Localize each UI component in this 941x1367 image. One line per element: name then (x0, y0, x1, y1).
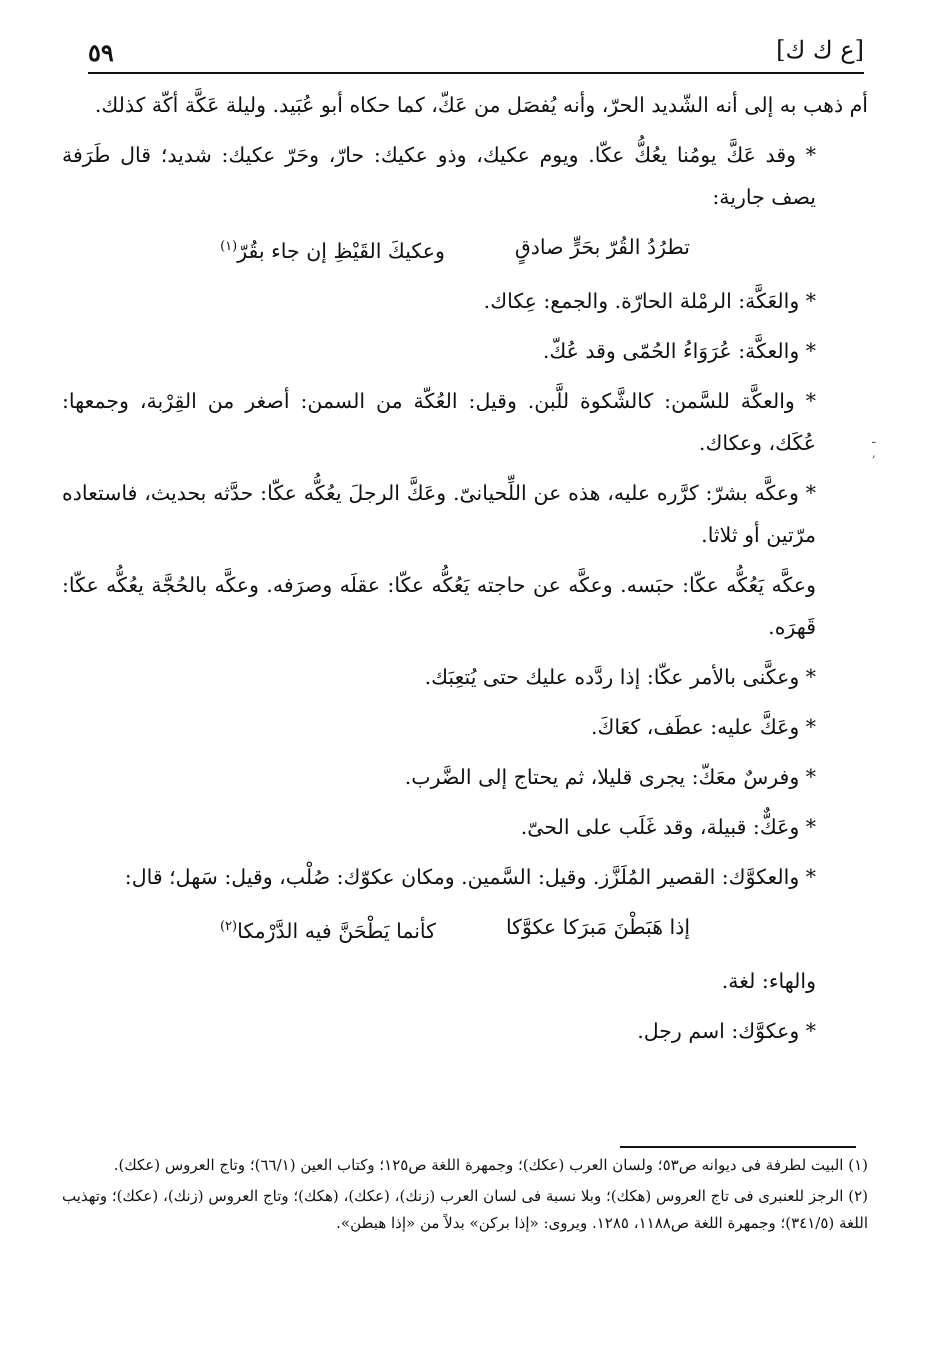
verse-text: كأنما يَطْحَنَّ فيه الدَّرْمكا (237, 918, 436, 943)
footnote-reference: (١) (220, 239, 238, 254)
verse-line (62, 906, 868, 952)
footnotes (62, 1152, 868, 1241)
header-divider (88, 72, 864, 74)
paragraph: أم ذهب به إلى أنه الشّديد الحرّ، وأنه يُفصَل من عَكّ، كما حكاه أبو عُبَيد. وليلة عَكَّة أكّة كذلك. (94, 93, 868, 117)
footnote-reference: (٢) (219, 918, 238, 934)
paragraph: والهاء: لغة. (721, 968, 816, 993)
verse-text: وعكيكَ القَيْظِ إن جاء بقُرّ (237, 238, 445, 263)
paragraph: * وعكَّنى بالأمر عكّا: إذا ردَّده عليك حتى يُتعِبَك. (424, 664, 816, 689)
paragraph: * وعكوَّك: اسم رجل. (637, 1018, 816, 1043)
entry-root-label: [ع ك ك] (776, 36, 864, 64)
verse-first-hemistich: تطرُدُ القُرّ بحَرٍّ صادقٍ (514, 235, 690, 259)
paragraph: * والعكَّة: عُرَوَاءُ الحُمّى وقد عُكّ. (542, 338, 816, 363)
page-number: ٥٩ (88, 38, 114, 67)
paragraph: * والعَكَّة: الرمْلة الحارّة. والجمع: عِكاك. (483, 288, 816, 313)
footnote: (٢) الرجز للعنبرى فى تاج العروس (هكك)؛ وبلا نسبة فى لسان العرب (زنك)، (عكك)، (هكك)؛ وتاج العروس (زنك)، (عكك)؛ وتهذيب اللغة (٣٤١/٥)؛ وجمهرة اللغة ص١١٨٨، ١٢٨٥. ويروى: «إذا بركن» بدلاً من «إذا هبطن». (62, 1187, 868, 1232)
margin-mark: ـ (872, 432, 876, 446)
verse-line (62, 226, 868, 272)
paragraph: * وفرسٌ معَكّ: يجرى قليلا، ثم يحتاج إلى الضَّرب. (404, 764, 816, 789)
paragraph: وعكَّه يَعُكُّه عكّا: حبَسه. وعكَّه عن حاجته يَعُكُّه عكّا: عقلَه وصرَفه. وعكَّه بالحُجَّة يعُكُّه عكّا: قَهرَه. (62, 572, 816, 639)
verse-second-hemistich (220, 906, 436, 952)
margin-mark: , (872, 446, 876, 460)
paragraph: * وعكَّه بشرّ: كرَّره عليه، هذه عن اللِّحيانىّ. وعَكَّ الرجلَ يعُكُّه عكّا: حدَّثه بحديث، فاستعاده مرّتين أو ثلاثا. (62, 480, 816, 547)
footnote: (١) البيت لطرفة فى ديوانه ص٥٣؛ ولسان العرب (عكك)؛ وجمهرة اللغة ص١٢٥؛ وكتاب العين (٦٦/١)؛ وتاج العروس (عكك). (113, 1156, 868, 1174)
dictionary-entry-body (62, 84, 868, 1060)
paragraph: * والعكَّة للسَّمن: كالشَّكوة للَّبن. وقيل: العُكّة من السمن: أصغر من القِرْبة، وجمعها: عُكَك، وعكاك. (62, 388, 816, 455)
paragraph: * وقد عَكَّ يومُنا يعُكُّ عكّا. ويوم عكيك، وذو عكيك: حارّ، وحَرّ عكيك: شديد؛ قال طَرَفة يصف جارية: (62, 143, 816, 209)
paragraph: * وعَكَّ عليه: عطَف، كعَاكَ. (590, 714, 816, 739)
verse-first-hemistich: إذا هَبَطْنَ مَبرَكا عكوَّكا (505, 914, 691, 939)
verse-second-hemistich (220, 226, 445, 272)
paragraph: * والعكوَّك: القصير المُلَزَّز. وقيل: السَّمين. ومكان عكوّك: صُلْب، وقيل: سَهل؛ قال: (124, 864, 816, 889)
paragraph: * وعَكٌّ: قبيلة، وقد غَلَب على الحىّ. (520, 814, 816, 839)
page-header (88, 30, 864, 70)
footnote-divider (620, 1146, 856, 1148)
